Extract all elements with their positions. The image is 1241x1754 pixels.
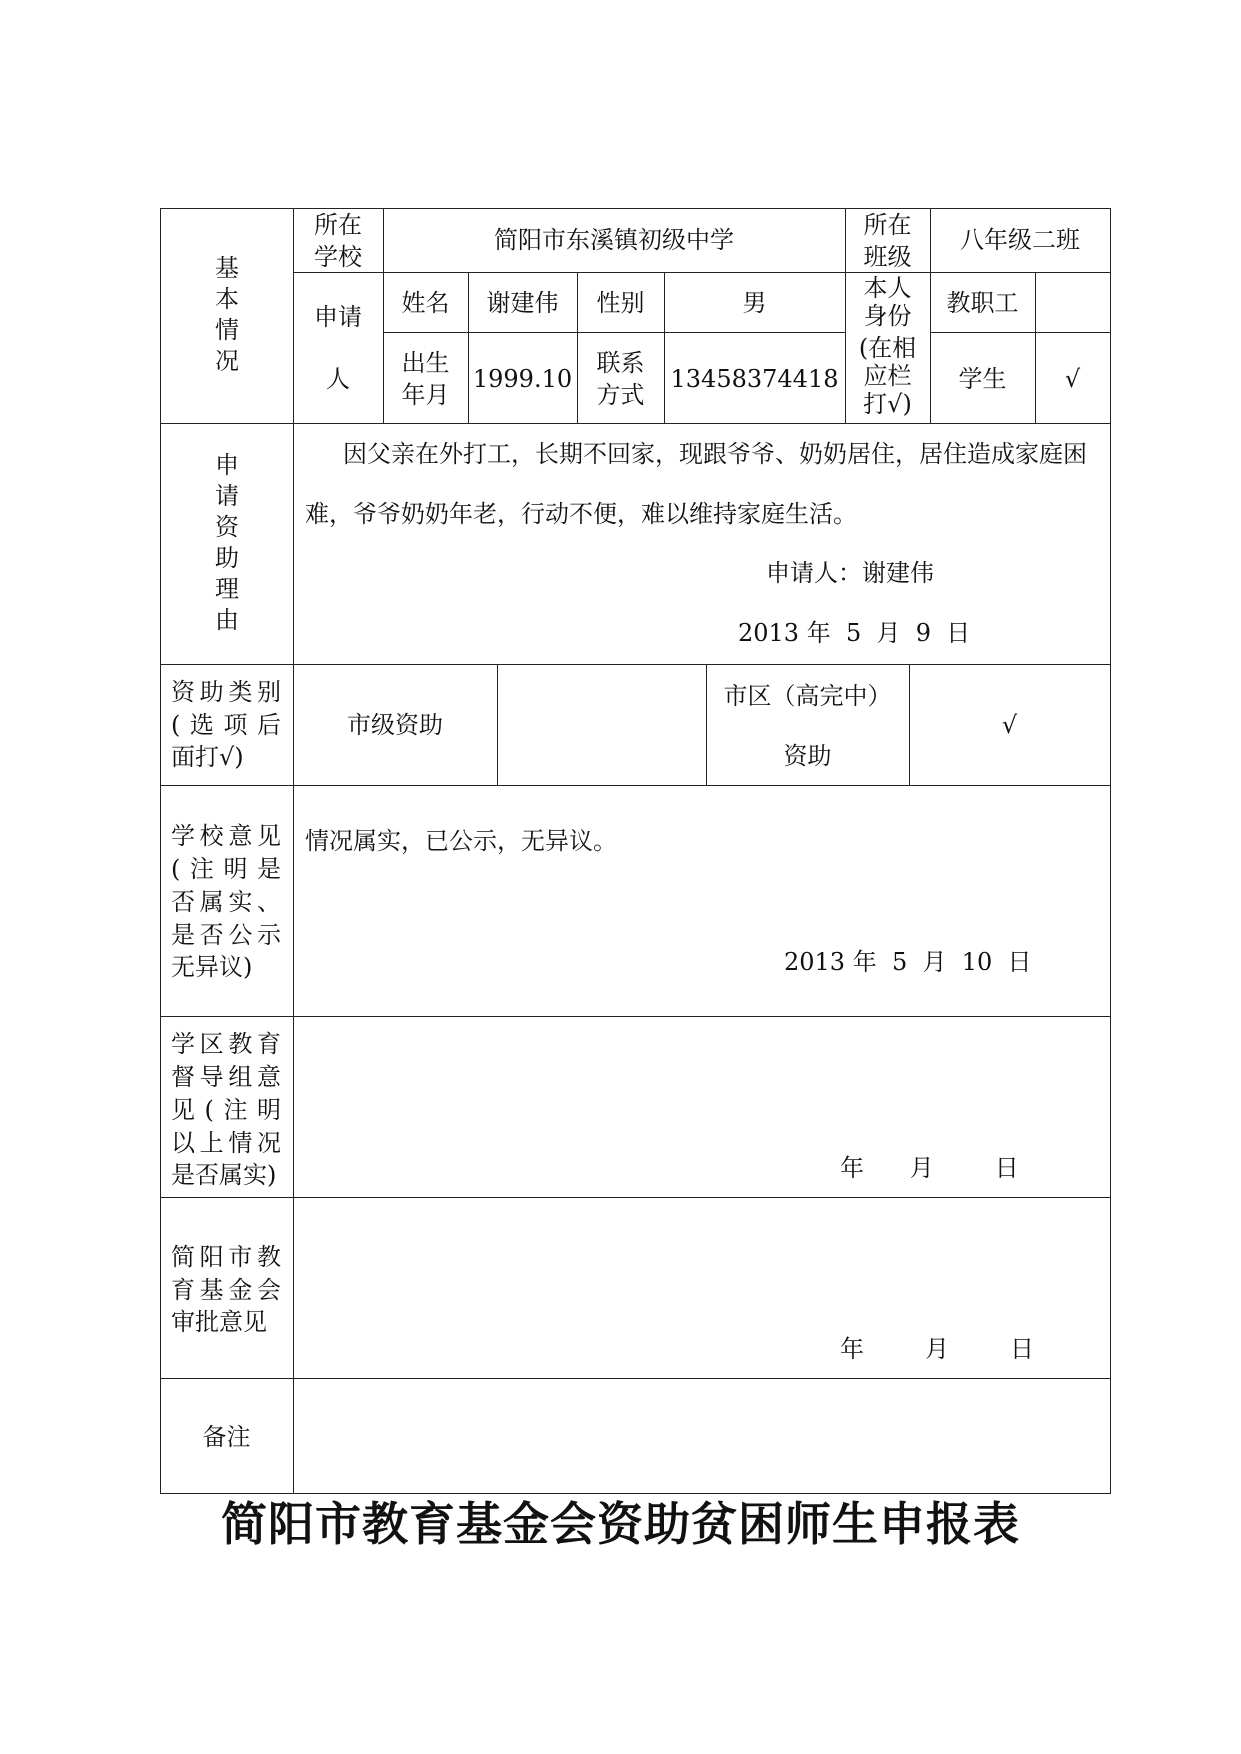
section-divider	[160, 1197, 1111, 1198]
staff-label: 教职工	[946, 289, 1019, 317]
foundation-opinion-label-line2: 育基金会	[171, 1276, 281, 1304]
school-opinion-label-line2: (注明是	[171, 855, 281, 883]
section-divider	[160, 1378, 1111, 1379]
reason-date: 2013 年 5 月 9 日	[738, 619, 971, 647]
table-border-top	[160, 208, 1111, 209]
gender-label: 性别	[596, 289, 645, 317]
district-opinion-label-line2: 督导组意	[171, 1063, 281, 1091]
reason-text-line2: 难，爷爷奶奶年老，行动不便，难以维持家庭生活。	[305, 500, 857, 528]
gender-value: 男	[742, 289, 767, 317]
category-label-line1: 资助类别	[171, 678, 281, 706]
foundation-opinion-date: 年 月 日	[840, 1335, 1035, 1363]
label-column-divider	[293, 208, 294, 1494]
row-divider	[383, 332, 846, 333]
name-value: 谢建伟	[486, 289, 559, 317]
reason-text-line1: 因父亲在外打工，长期不回家，现跟爷爷、奶奶居住，居住造成家庭困	[343, 440, 1087, 468]
row-divider	[930, 332, 1111, 333]
class-label-line1: 所在	[863, 211, 912, 239]
section-divider	[160, 1016, 1111, 1017]
contact-label-line1: 联系	[596, 349, 645, 377]
identity-label-line4: 应栏	[863, 362, 912, 390]
class-value: 八年级二班	[960, 226, 1080, 254]
applicant-label-line2: 人	[326, 365, 350, 393]
remark-label: 备注	[202, 1423, 251, 1451]
district-funding-label-line1: 市区（高完中）	[723, 682, 892, 710]
form-title: 简阳市教育基金会资助贫困师生申报表	[221, 1497, 1020, 1551]
identity-label-line2: 身份	[863, 302, 912, 330]
school-opinion-label-line3: 否属实、	[171, 888, 281, 916]
reason-signer: 申请人：谢建伟	[766, 559, 934, 587]
identity-label-line5: 打√)	[863, 390, 912, 418]
section-divider	[160, 785, 1111, 786]
class-label-line2: 班级	[863, 243, 912, 271]
school-label-line2: 学校	[314, 243, 362, 271]
birth-value: 1999.10	[472, 365, 573, 393]
student-checkbox[interactable]: √	[1064, 365, 1081, 393]
district-opinion-label-line3: 见(注明	[171, 1096, 281, 1124]
student-label: 学生	[958, 365, 1007, 393]
col-divider	[497, 664, 498, 786]
school-opinion-text: 情况属实，已公示，无异议。	[305, 827, 617, 855]
row-divider	[293, 272, 1111, 273]
district-opinion-date: 年 月 日	[840, 1154, 1019, 1182]
district-funding-checkbox[interactable]: √	[1001, 711, 1018, 739]
school-opinion-label-line1: 学校意见	[171, 822, 281, 850]
name-label: 姓名	[401, 289, 450, 317]
category-label-line3: 面打√)	[171, 743, 244, 771]
identity-label-line1: 本人	[863, 274, 912, 302]
district-opinion-label-line4: 以上情况	[171, 1129, 281, 1157]
foundation-opinion-label-line3: 审批意见	[171, 1308, 267, 1336]
foundation-opinion-label-line1: 简阳市教	[171, 1243, 281, 1271]
school-label-line1: 所在	[314, 211, 362, 239]
basic-section-label: 基本情况	[215, 254, 239, 375]
birth-label-line2: 年月	[401, 381, 450, 409]
applicant-label-line1: 申请	[314, 303, 362, 331]
district-opinion-label-line5: 是否属实)	[171, 1161, 277, 1189]
district-opinion-label-line1: 学区教育	[171, 1030, 281, 1058]
contact-value: 13458374418	[670, 365, 839, 393]
city-funding-label: 市级资助	[347, 711, 443, 739]
section-divider	[160, 664, 1111, 665]
table-border-right	[1110, 208, 1111, 1494]
school-opinion-label-line4: 是否公示	[171, 921, 281, 949]
reason-label: 申请资助理由	[215, 451, 239, 634]
school-opinion-label-line5: 无异议)	[171, 953, 253, 981]
category-label-line2: (选项后	[171, 711, 281, 739]
col-divider	[1035, 272, 1036, 423]
district-funding-label-line2: 资助	[783, 742, 832, 770]
identity-label-line3: (在相	[858, 334, 917, 362]
contact-label-line2: 方式	[596, 381, 645, 409]
school-opinion-date: 2013 年 5 月 10 日	[784, 948, 1032, 976]
section-divider	[160, 423, 1111, 424]
birth-label-line1: 出生	[401, 349, 450, 377]
table-border-left	[160, 208, 161, 1494]
school-value: 简阳市东溪镇初级中学	[494, 226, 734, 254]
